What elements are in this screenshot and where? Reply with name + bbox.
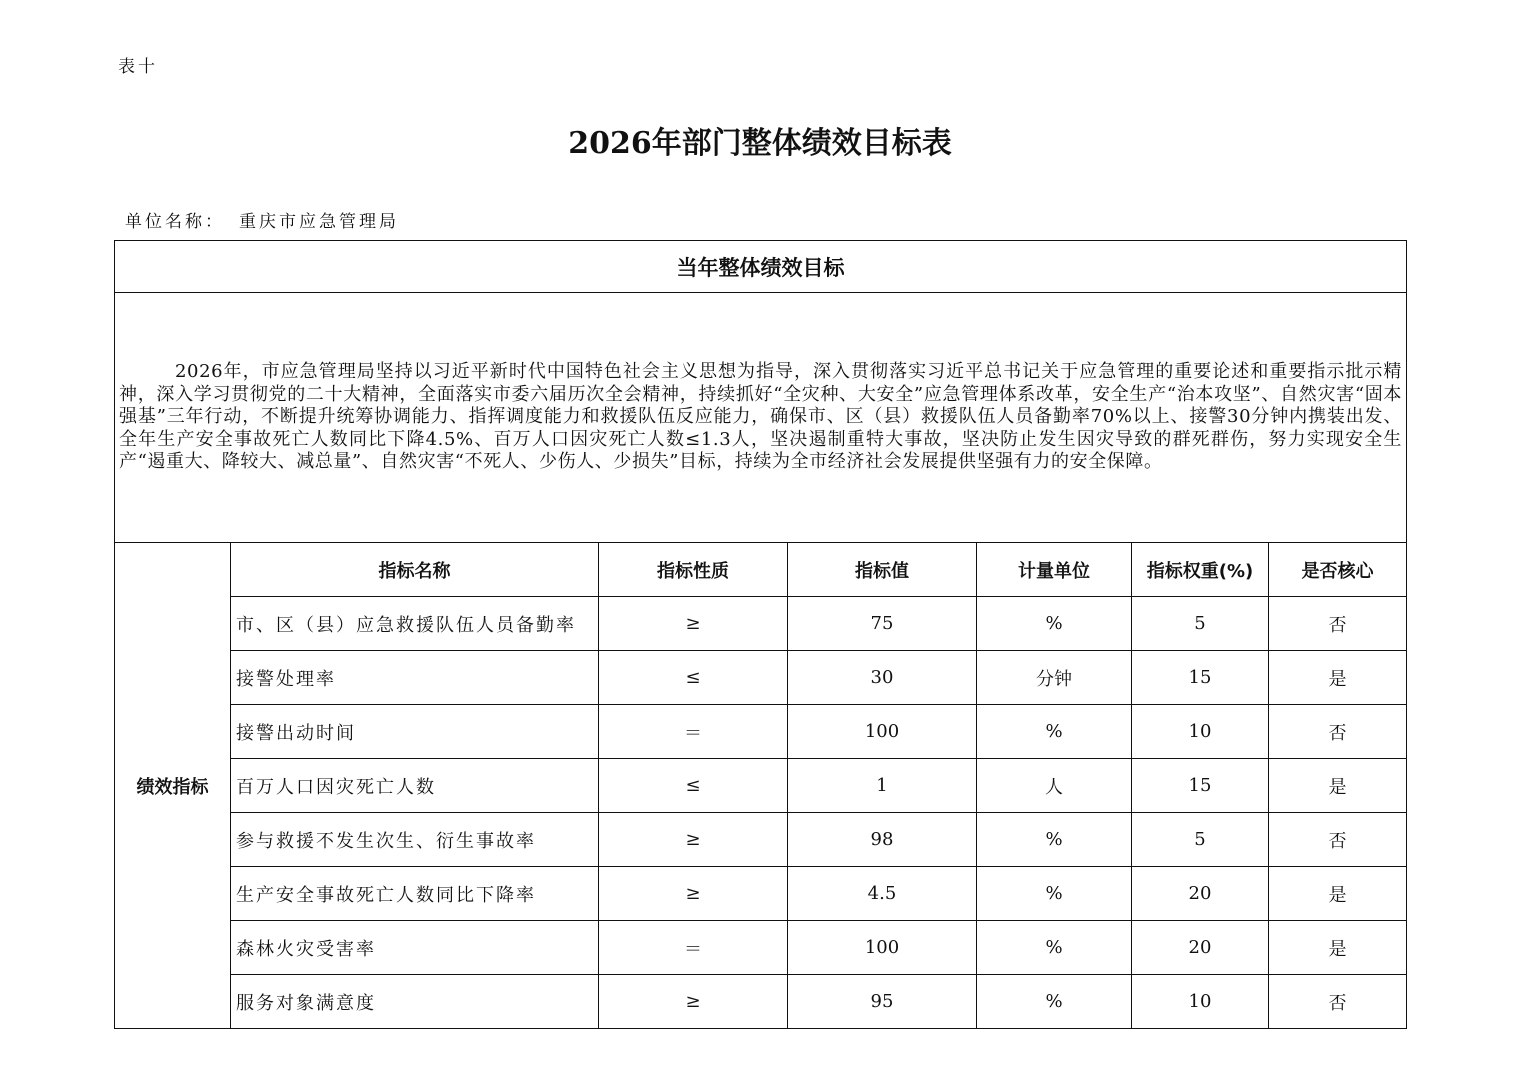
unit-label: 单位名称： [125, 212, 225, 232]
indicator-weight: 5 [1132, 597, 1269, 651]
column-header-core: 是否核心 [1269, 543, 1407, 597]
summary-cell [115, 293, 1407, 543]
indicator-nature: ≥ [599, 597, 788, 651]
indicator-unit: % [977, 705, 1132, 759]
indicator-core: 是 [1269, 651, 1407, 705]
indicator-unit: % [977, 975, 1132, 1029]
indicator-unit: % [977, 597, 1132, 651]
indicator-nature: ≥ [599, 975, 788, 1029]
indicator-value: 100 [788, 921, 977, 975]
page-title: 2026年部门整体绩效目标表 [568, 126, 952, 161]
summary-text: 2026年，市应急管理局坚持以习近平新时代中国特色社会主义思想为指导，深入贯彻落实习近平总书记关于应急管理的重要论述和重要指示批示精神，深入学习贯彻党的二十大精神，全面落实市委六届历次全会精神，持续抓好“全灾种、大安全”应急管理体系改革，安全生产“治本攻坚”、自然灾害“固本强基”三年行动，不断提升统筹协调能力、指挥调度能力和救援队伍反应能力，确保市、区（县）救援队伍人员备勤率70%以上、接警30分钟内携装出发、全年生产安全事故死亡人数同比下降4.5%、百万人口因灾死亡人数≤1.3人，坚决遏制重特大事故，坚决防止发生因灾导致的群死群伤，努力实现安全生产“遏重大、降较大、减总量”、自然灾害“不死人、少伤人、少损失”目标，持续为全市经济社会发展提供坚强有力的安全保障。 [119, 361, 1403, 473]
table-row [115, 651, 1407, 705]
indicator-name: 接警处理率 [231, 651, 599, 705]
indicator-nature: ≤ [599, 759, 788, 813]
indicator-nature: ＝ [599, 921, 788, 975]
indicator-name: 接警出动时间 [231, 705, 599, 759]
indicator-name: 百万人口因灾死亡人数 [231, 759, 599, 813]
indicator-core: 否 [1269, 813, 1407, 867]
column-header-value: 指标值 [788, 543, 977, 597]
indicator-core: 否 [1269, 705, 1407, 759]
indicator-name: 生产安全事故死亡人数同比下降率 [231, 867, 599, 921]
performance-table [114, 240, 1407, 1029]
table-row [115, 921, 1407, 975]
table-row [115, 597, 1407, 651]
indicator-weight: 20 [1132, 867, 1269, 921]
table-row [115, 705, 1407, 759]
document-label: 表十 [118, 57, 158, 77]
indicator-value: 100 [788, 705, 977, 759]
indicator-value: 95 [788, 975, 977, 1029]
column-header-unit: 计量单位 [977, 543, 1132, 597]
indicator-weight: 10 [1132, 975, 1269, 1029]
indicator-weight: 5 [1132, 813, 1269, 867]
indicator-value: 75 [788, 597, 977, 651]
indicator-nature: ≤ [599, 651, 788, 705]
indicator-core: 是 [1269, 759, 1407, 813]
table-row [115, 867, 1407, 921]
indicator-unit: 分钟 [977, 651, 1132, 705]
indicator-core: 是 [1269, 867, 1407, 921]
indicator-weight: 20 [1132, 921, 1269, 975]
indicator-unit: % [977, 867, 1132, 921]
indicator-core: 是 [1269, 921, 1407, 975]
indicator-weight: 15 [1132, 759, 1269, 813]
indicator-name: 服务对象满意度 [231, 975, 599, 1029]
column-header-name: 指标名称 [231, 543, 599, 597]
table-row [115, 759, 1407, 813]
indicator-unit: 人 [977, 759, 1132, 813]
indicator-weight: 10 [1132, 705, 1269, 759]
table-row [115, 975, 1407, 1029]
indicator-nature: ≥ [599, 813, 788, 867]
indicator-unit: % [977, 813, 1132, 867]
indicator-value: 4.5 [788, 867, 977, 921]
indicator-name: 参与救援不发生次生、衍生事故率 [231, 813, 599, 867]
indicator-core: 否 [1269, 597, 1407, 651]
indicator-value: 98 [788, 813, 977, 867]
indicator-value: 30 [788, 651, 977, 705]
column-header-weight: 指标权重(%) [1132, 543, 1269, 597]
column-header-nature: 指标性质 [599, 543, 788, 597]
row-label-performance-indicators: 绩效指标 [115, 543, 231, 1029]
table-row [115, 813, 1407, 867]
indicator-weight: 15 [1132, 651, 1269, 705]
indicator-core: 否 [1269, 975, 1407, 1029]
unit-line [125, 207, 399, 232]
indicator-value: 1 [788, 759, 977, 813]
unit-value: 重庆市应急管理局 [239, 212, 399, 232]
indicator-name: 森林火灾受害率 [231, 921, 599, 975]
indicator-nature: ≥ [599, 867, 788, 921]
indicator-name: 市、区（县）应急救援队伍人员备勤率 [231, 597, 599, 651]
indicator-nature: ＝ [599, 705, 788, 759]
section-title: 当年整体绩效目标 [115, 241, 1407, 293]
indicator-unit: % [977, 921, 1132, 975]
